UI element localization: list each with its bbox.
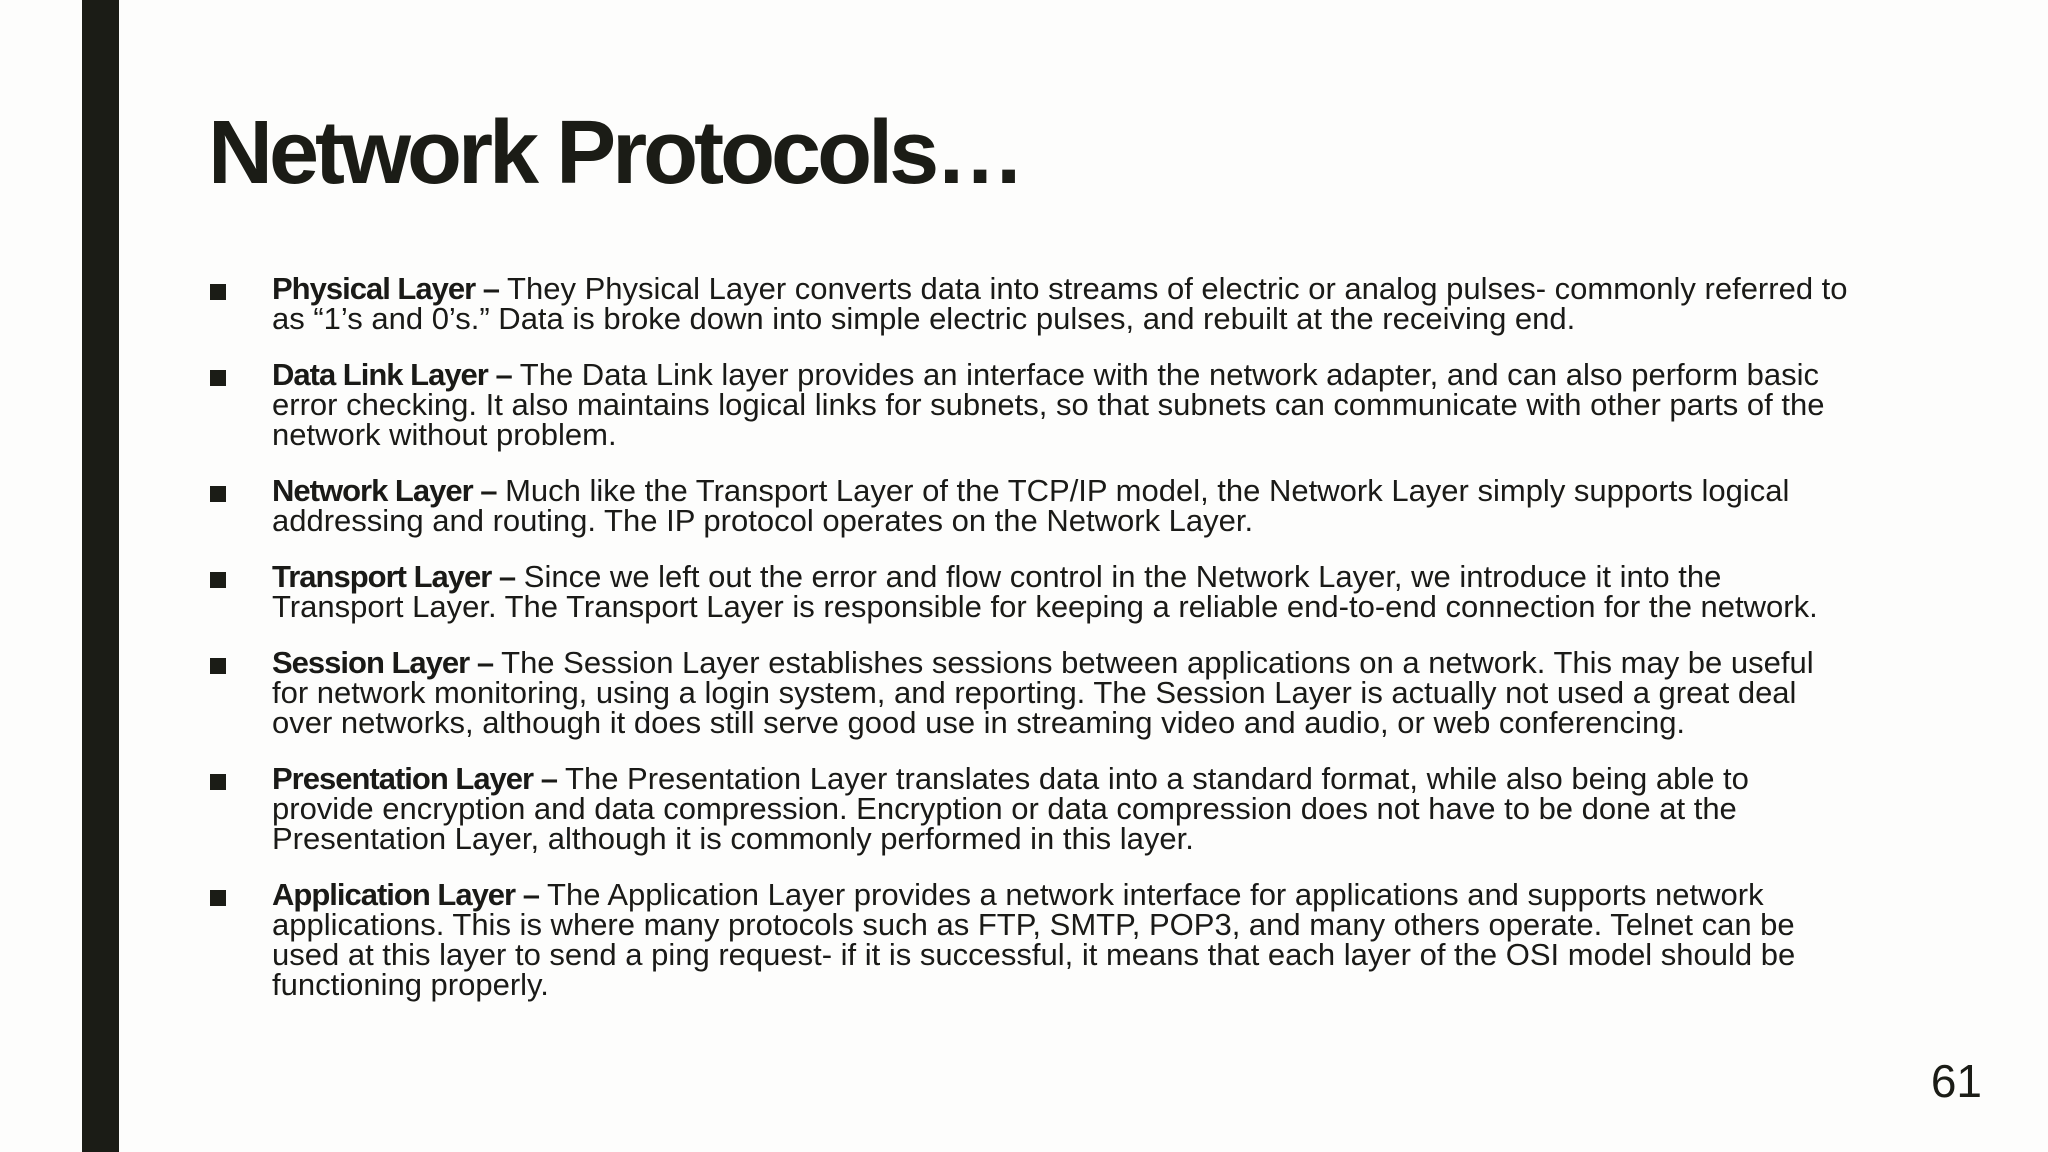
bullet-text: The Presentation Layer translates data into a standard format, while also being able to provide encryption and data compression. Encryption or data compression does not have to be done at the Presentation Layer, although it is commonly performed in this layer.	[272, 761, 1749, 856]
bullet-term: Network Layer –	[272, 473, 497, 508]
list-item-physical-layer	[208, 271, 1858, 336]
bullet-term: Presentation Layer –	[272, 761, 557, 796]
page-number: 61	[1930, 1055, 1982, 1107]
bullet-term: Transport Layer –	[272, 559, 516, 594]
list-item-network-layer	[208, 473, 1858, 538]
list-item-application-layer	[208, 877, 1858, 1002]
square-bullet-icon	[210, 658, 226, 674]
square-bullet-icon	[210, 774, 226, 790]
bullet-term: Physical Layer –	[272, 271, 499, 306]
square-bullet-icon	[210, 370, 226, 386]
bullet-text: The Application Layer provides a network interface for applications and supports network applications. This is where many protocols such as FTP, SMTP, POP3, and many others operate. Telnet can be used at this layer to send a ping request- if it is successful, it means that each layer of the OSI model should be functioning properly.	[272, 877, 1796, 1002]
bullet-list	[208, 271, 1858, 1026]
list-item-session-layer	[208, 645, 1858, 740]
square-bullet-icon	[210, 284, 226, 300]
list-item-data-link-layer	[208, 357, 1858, 452]
list-item-transport-layer	[208, 559, 1858, 624]
list-item-presentation-layer	[208, 761, 1858, 856]
slide-title: Network Protocols…	[208, 103, 1022, 203]
bullet-term: Session Layer –	[272, 645, 494, 680]
square-bullet-icon	[210, 572, 226, 588]
bullet-text: Much like the Transport Layer of the TCP/IP model, the Network Layer simply supports logical addressing and routing. The IP protocol operates on the Network Layer.	[272, 473, 1790, 538]
bullet-text: The Data Link layer provides an interface with the network adapter, and can also perform basic error checking. It also maintains logical links for subnets, so that subnets can communicate with other parts of the network without problem.	[272, 357, 1825, 452]
square-bullet-icon	[210, 890, 226, 906]
bullet-text: Since we left out the error and flow control in the Network Layer, we introduce it into the Transport Layer. The Transport Layer is responsible for keeping a reliable end-to-end connection for the network.	[272, 559, 1818, 624]
bullet-text: They Physical Layer converts data into streams of electric or analog pulses- commonly referred to as “1’s and 0’s.” Data is broke down into simple electric pulses, and rebuilt at the receiving end.	[272, 271, 1848, 336]
bullet-term: Application Layer –	[272, 877, 539, 912]
square-bullet-icon	[210, 486, 226, 502]
bullet-text: The Session Layer establishes sessions between applications on a network. This may be useful for network monitoring, using a login system, and reporting. The Session Layer is actually not used a great deal over networks, although it does still serve good use in streaming video and audio, or web conferencing.	[272, 645, 1814, 740]
bullet-term: Data Link Layer –	[272, 357, 512, 392]
accent-bar	[82, 0, 119, 1152]
